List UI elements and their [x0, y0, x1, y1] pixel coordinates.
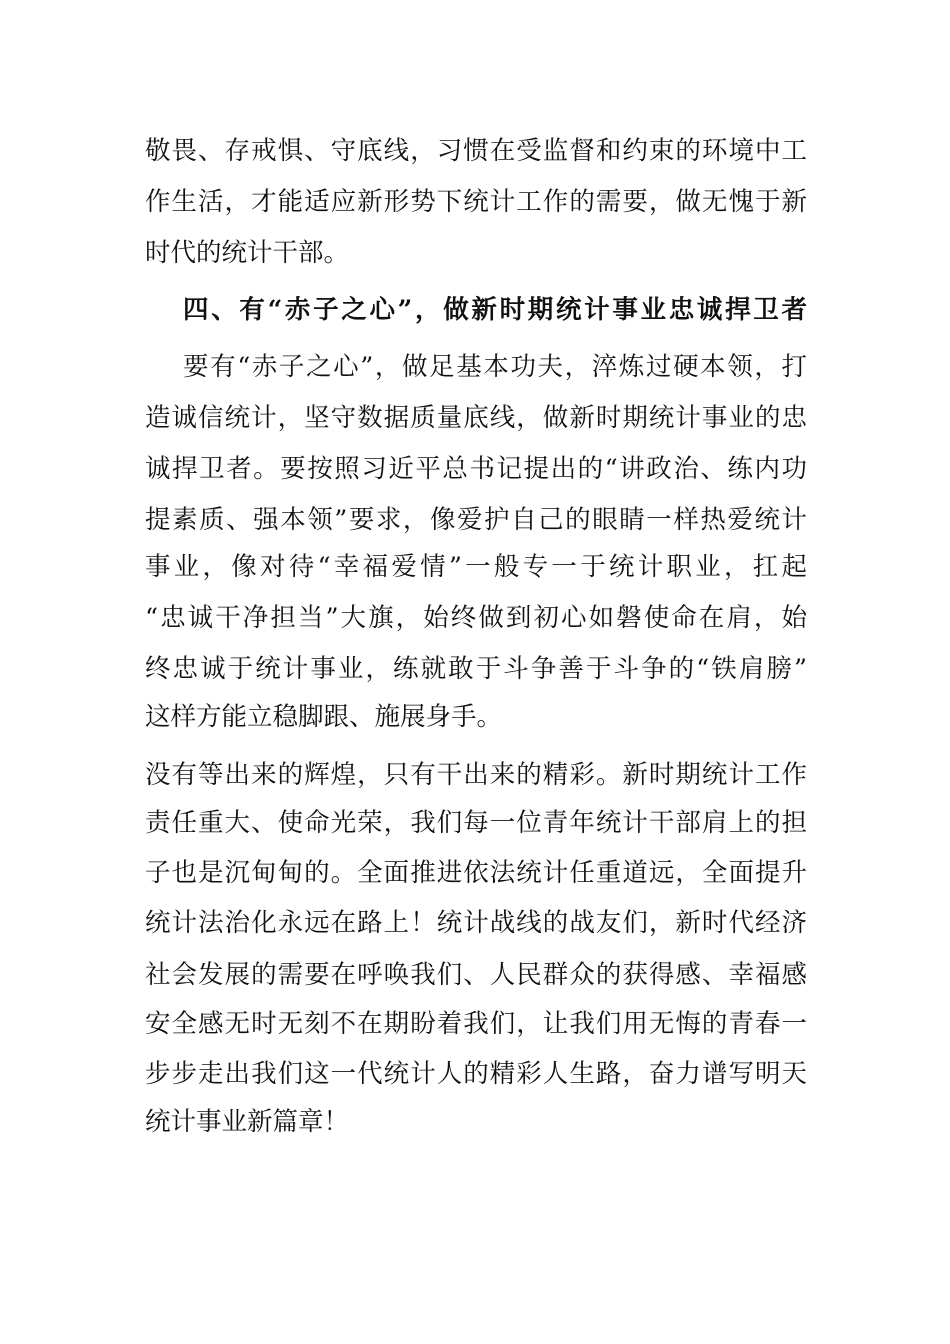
text-line: 这样方能立稳脚跟、施展身手。 — [145, 702, 503, 732]
text-line: 诚捍卫者。要按照习近平总书记提出的“讲政治、练内功 — [145, 454, 807, 484]
text-line: 社会发展的需要在呼唤我们、人民群众的获得感、幸福感 — [145, 960, 807, 990]
section-heading: 四、有“赤子之心”，做新时期统计事业忠诚捍卫者 — [183, 295, 807, 325]
text-line: 没有等出来的辉煌，只有干出来的精彩。新时期统计工作 — [145, 760, 807, 790]
text-line: 统计法治化永远在路上！统计战线的战友们，新时代经济 — [145, 908, 807, 938]
text-line: 要有“赤子之心”，做足基本功夫，淬炼过硬本领，打 — [183, 352, 807, 382]
text-line: 步步走出我们这一代统计人的精彩人生路，奋力谱写明天 — [145, 1059, 807, 1089]
text-line: 时代的统计干部。 — [145, 238, 350, 268]
text-line: “忠诚干净担当”大旗，始终做到初心如磐使命在肩，始 — [145, 603, 807, 633]
text-line: 责任重大、使命光荣，我们每一位青年统计干部肩上的担 — [145, 808, 807, 838]
text-line: 提素质、强本领”要求，像爱护自己的眼睛一样热爱统计 — [145, 505, 807, 535]
text-line: 敬畏、存戒惧、守底线，习惯在受监督和约束的环境中工 — [145, 136, 807, 166]
text-line: 子也是沉甸甸的。全面推进依法统计任重道远，全面提升 — [145, 858, 807, 888]
text-line: 事业，像对待“幸福爱情”一般专一于统计职业，扛起 — [145, 552, 807, 582]
text-line: 安全感无时无刻不在期盼着我们，让我们用无悔的青春一 — [145, 1009, 807, 1039]
text-line: 终忠诚于统计事业，练就敢于斗争善于斗争的“铁肩膀” — [145, 654, 807, 684]
text-line: 统计事业新篇章！ — [145, 1107, 350, 1137]
text-line: 造诚信统计，坚守数据质量底线，做新时期统计事业的忠 — [145, 403, 807, 433]
text-line: 作生活，才能适应新形势下统计工作的需要，做无愧于新 — [145, 187, 807, 217]
